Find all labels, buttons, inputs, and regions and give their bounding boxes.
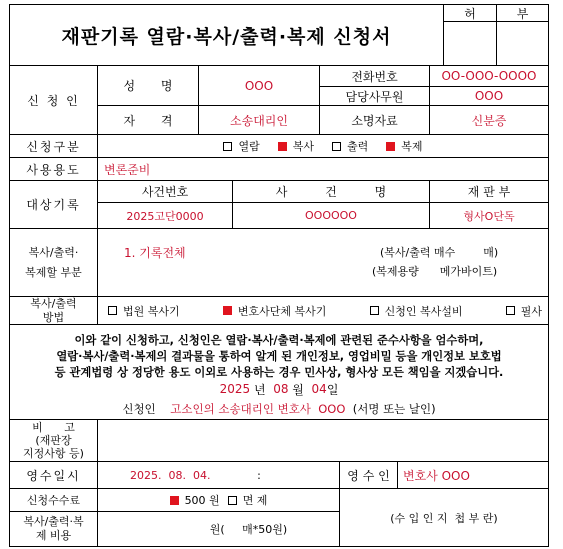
checkbox-filled-icon	[278, 142, 287, 151]
division-label: 재 판 부	[467, 185, 511, 199]
application-date: 2025 년 08 월 04 일	[219, 382, 339, 397]
name-value[interactable]: OOO	[244, 78, 274, 93]
approval-grant-label: 허	[464, 6, 476, 21]
target-record-label: 대상기록	[26, 198, 81, 212]
receipt-date-value[interactable]: 2025. 08. 04.	[130, 468, 211, 482]
fee-label: 신청수수료	[26, 494, 81, 507]
remarks-label: 비 고 (재판장 지정사항 등)	[23, 421, 84, 460]
method-options	[98, 297, 548, 324]
qualification-value[interactable]: 소송대리인	[230, 113, 288, 128]
clerk-value[interactable]: OOO	[474, 89, 504, 103]
copy-cost-value[interactable]: 원( 매*50원)	[209, 523, 288, 536]
case-number-label: 사건번호	[141, 185, 189, 199]
request-option-duplicate[interactable]: 복제	[386, 138, 422, 154]
request-type-options	[98, 135, 548, 157]
applicant-section-label: 신 청 인	[27, 93, 80, 108]
copy-capacity-text[interactable]: (복제용량 메가바이트)	[372, 265, 498, 278]
revenue-stamp-area[interactable]: (수 입 인 지 첩 부 란)	[390, 511, 498, 525]
request-option-print[interactable]: 출력	[332, 138, 368, 154]
name-label: 성 명	[123, 79, 173, 93]
checkbox-empty-icon	[108, 306, 117, 315]
receipt-date-label: 영수일시	[26, 468, 81, 483]
remarks-field[interactable]	[98, 420, 548, 461]
checkbox-filled-icon	[170, 496, 179, 505]
case-number-value[interactable]: 2025고단0000	[126, 209, 204, 223]
checkbox-empty-icon	[370, 306, 379, 315]
approval-deny-label: 부	[516, 6, 529, 21]
division-value[interactable]: 형사O단독	[463, 209, 515, 223]
checkbox-empty-icon	[506, 306, 515, 315]
request-option-view[interactable]: 열람	[223, 138, 259, 154]
approval-deny-box[interactable]	[497, 22, 548, 65]
copy-part-value[interactable]: 1. 기록전체	[124, 245, 186, 260]
form-title: 재판기록 열람·복사/출력·복제 신청서	[61, 25, 392, 48]
method-option-court-copier[interactable]: 법원 복사기	[108, 303, 180, 319]
fee-options	[98, 489, 339, 511]
method-option-bar-copier[interactable]: 변호사단체 복사기	[223, 303, 327, 319]
copy-count-text[interactable]: (복사/출력 매수 매)	[380, 246, 499, 259]
receiver-value[interactable]: 변호사 OOO	[403, 468, 470, 483]
fee-option-paid[interactable]: 500 원	[170, 492, 220, 508]
case-name-value[interactable]: OOOOOO	[305, 209, 357, 222]
pledge-statement: 이와 같이 신청하고, 신청인은 열람·복사/출력·복제에 관련된 준수사항을 엄수하며, 열람·복사/출력·복제의 결과물을 통하여 알게 된 개인정보, 영업비밀 등을 개인정보 보호법 등 관계법령 상 정당한 용도 이외로 사용하는 경우 민사상, 형사상 모든 책임을 지겠습니다.	[54, 334, 504, 379]
receiver-label: 영 수 인	[347, 468, 390, 483]
checkbox-empty-icon	[332, 142, 341, 151]
method-option-own-device[interactable]: 신청인 복사설비	[370, 303, 463, 319]
applicant-signature-line: 신청인 고소인의 소송대리인 변호사 OOO (서명 또는 날인)	[122, 402, 436, 416]
checkbox-filled-icon	[223, 306, 232, 315]
method-option-handcopy[interactable]: 필사	[506, 303, 542, 319]
request-option-copy[interactable]: 복사	[278, 138, 314, 154]
case-name-label: 사 건 명	[275, 185, 387, 199]
phone-label: 전화번호	[351, 69, 398, 84]
clerk-label: 담당사무원	[345, 89, 404, 104]
checkbox-empty-icon	[223, 142, 232, 151]
proof-docs-label: 소명자료	[351, 113, 398, 128]
request-type-label: 신청구분	[26, 139, 81, 154]
method-label: 복사/출력 방법	[30, 296, 77, 324]
receipt-time-separator: :	[257, 468, 261, 482]
fee-option-exempt[interactable]: 면 제	[228, 492, 268, 508]
copy-part-label: 복사/출력· 복제할 부분	[25, 245, 82, 279]
copy-cost-label: 복사/출력·복 제 비용	[23, 515, 84, 542]
approval-grant-box[interactable]	[444, 22, 496, 65]
phone-value[interactable]: OO-OOO-OOOO	[441, 69, 537, 83]
qualification-label: 자 격	[123, 113, 173, 128]
checkbox-filled-icon	[386, 142, 395, 151]
proof-docs-value[interactable]: 신분증	[471, 113, 507, 128]
purpose-value[interactable]: 변론준비	[104, 162, 151, 177]
purpose-label: 사용용도	[26, 162, 81, 177]
checkbox-empty-icon	[228, 496, 237, 505]
